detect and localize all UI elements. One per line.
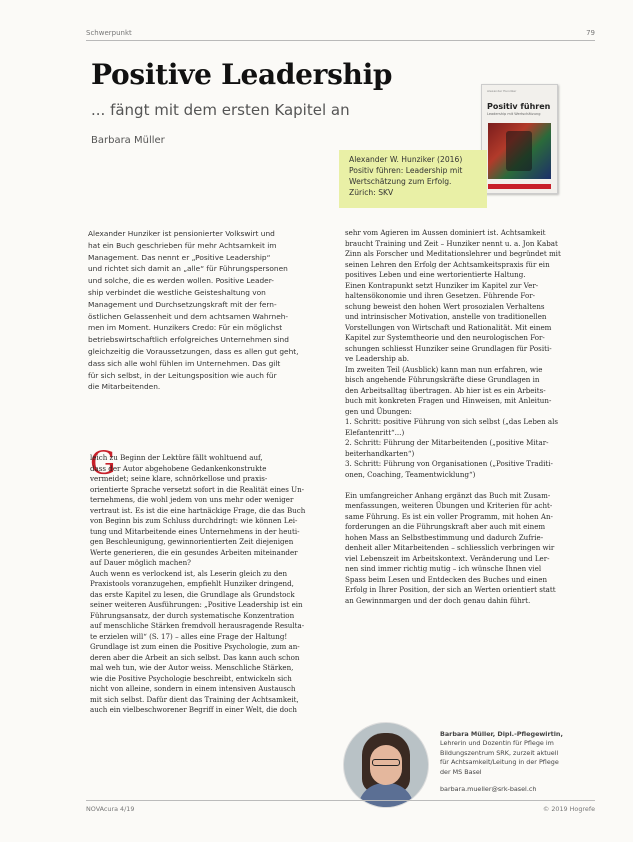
text-line: hat ein Buch geschrieben für mehr Achtsamkeit im xyxy=(88,240,277,250)
text-line: onen, Coaching, Teamentwicklung“) xyxy=(345,469,476,479)
text-line: seinen Lehren den Erfolg der Achtsamkeitspraxis für ein xyxy=(345,259,550,269)
article-author: Barbara Müller xyxy=(91,135,165,146)
text-line: auf Dauer möglich machen? xyxy=(90,558,191,567)
text-line: und solche, die es werden wollen. Positive Leader- xyxy=(88,276,274,286)
text-line: menfassungen, weiteren Übungen und Kriterien für acht- xyxy=(345,501,553,510)
caption-line: Wertschätzung zum Erfolg. xyxy=(349,177,452,186)
text-line: Vorstellungen von Wirtschaft und Rationalität. Mit einem xyxy=(345,322,552,332)
text-line: schungen schliesst Hunziker seine Grundlagen für Positi- xyxy=(345,343,552,353)
text-line: Führungsansatz, der durch systematische Konzentration xyxy=(90,610,295,620)
book-cover-band xyxy=(488,184,551,189)
text-line: Alexander Hunziker ist pensionierter Volkswirt und xyxy=(88,229,275,238)
text-line: Spass beim Lesen und Entdecken des Buches und einen xyxy=(345,574,548,584)
text-line: seiner weiteren Ausführungen: „Positive Leadership ist ein xyxy=(90,600,303,609)
text-line: bisch angehende Führungskräfte diese Grundlagen in xyxy=(345,375,540,384)
text-line: von Beginn bis zum Schluss durchdringt: wie können Lei- xyxy=(90,516,298,525)
text-line: 3. Schritt: Führung von Organisationen („Positive Traditi- xyxy=(345,459,553,468)
text-line: vermeidet; seine klare, schnörkellose und praxis- xyxy=(90,474,268,483)
book-cover-image xyxy=(481,84,558,194)
text-line: forderungen an die Führungskraft aber auch mit einem xyxy=(345,522,546,531)
text-line: Zinn als Forscher und Meditationslehrer und begründet mit xyxy=(345,249,561,258)
text-line: positives Leben und eine wertorientierte Haltung. xyxy=(345,270,526,279)
text-line: ship verbindet die westliche Geisteshaltung von xyxy=(88,287,266,297)
text-line: viel Lebenszeit im Arbeitskontext. Veränderung und Ler- xyxy=(345,553,550,563)
text-line: dass sich alle wohl fühlen im Unternehmen. Das gilt xyxy=(88,358,281,368)
text-line: sehr vom Agieren im Aussen dominiert ist. Achtsamkeit xyxy=(345,228,546,237)
text-line: buch mit konkreten Fragen und Hinweisen, mit Anleitun- xyxy=(345,396,552,405)
running-header xyxy=(86,26,595,41)
text-line: Grundlage ist zum einen die Positive Psychologie, zum an- xyxy=(90,642,300,651)
footer-journal: NOVAcura 4/19 xyxy=(86,805,135,813)
text-line: das erste Kapitel zu lesen, die Grundlage als Grundstock xyxy=(90,589,295,599)
text-line: same Führung. Es ist ein voller Programm, mit hohen An- xyxy=(345,511,553,521)
text-line: mal weh tun, wie der Autor weiss. Menschliche Stärken, xyxy=(90,663,294,672)
text-line: Bildungszentrum SRK, zurzeit aktuell xyxy=(440,748,559,757)
text-line: vertraut ist. Es ist die eine hartnäckige Frage, die das Buch xyxy=(90,505,306,515)
text-line: beiterhandkarten“) xyxy=(345,448,415,458)
text-line: ternehmens, die wohl jedem von uns mehr oder weniger xyxy=(90,495,294,504)
text-line: Praxistools voranzugehen, empfiehlt Hunziker dringend, xyxy=(90,579,294,588)
article-subtitle: ... fängt mit dem ersten Kapitel an xyxy=(91,101,350,119)
author-email[interactable]: barbara.mueller@srk-basel.ch xyxy=(440,785,537,794)
text-line: gleichzeitig die Voraussetzungen, dass es allen gut geht, xyxy=(88,346,299,356)
text-line: den Arbeitsalltag übertragen. Ab hier ist es ein Arbeits- xyxy=(345,385,546,395)
text-line: 1. Schritt: positive Führung von sich selbst („das Leben als xyxy=(345,417,559,426)
text-line: an Gewinnmargen und der doch genau dahin führt. xyxy=(345,595,531,605)
article-title: Positive Leadership xyxy=(91,58,393,91)
text-line: haltensökonomie und ihren Gesetzen. Führende For- xyxy=(345,291,536,300)
text-line: der MS Basel xyxy=(440,767,482,776)
footer-copyright: © 2019 Hogrefe xyxy=(542,805,595,813)
intro-paragraph xyxy=(88,228,333,393)
text-line: deren aber die Arbeit an sich selbst. Das kann auch schon xyxy=(90,652,300,662)
text-line: nen sind immer richtig mutig – ich wünsche Ihnen viel xyxy=(345,564,542,573)
text-line: und richtet sich damit an „alle“ für Führungspersonen xyxy=(88,264,288,274)
text-line: wie die Positive Psychologie beschreibt, entwickeln sich xyxy=(90,673,292,683)
text-line: hohen Mass an Selbstbestimmung und dadurch Zufrie- xyxy=(345,532,544,542)
text-line: te erzielen will“ (S. 17) – alles eine Frage der Haltung! xyxy=(90,631,288,641)
caption-line: Positiv führen: Leadership mit xyxy=(349,166,463,175)
text-line: gen und Übungen: xyxy=(345,406,412,416)
text-line: die Mitarbeitenden. xyxy=(88,382,161,392)
text-line: Werte generieren, die ein gesundes Arbeiten miteinander xyxy=(90,547,298,557)
author-photo xyxy=(343,722,429,808)
author-bio xyxy=(440,730,600,794)
text-line: Kapitel zur Systemtheorie und den neurologischen For- xyxy=(345,333,545,342)
text-line: Lehrerin und Dozentin für Pflege im xyxy=(440,739,554,748)
text-line: men im Moment. Hunzikers Credo: Für ein möglichst xyxy=(88,323,283,333)
text-line: Im zweiten Teil (Ausblick) kann man nun erfahren, wie xyxy=(345,364,543,374)
text-line: orientierte Sprache versetzt sofort in die Realität eines Un- xyxy=(90,484,305,494)
text-line: schung beweist den hohen Wert prosozialen Verhaltens xyxy=(345,301,545,311)
text-line: Barbara Müller, Dipl.-Pflegewirtin, xyxy=(440,730,563,738)
drop-cap: G xyxy=(90,444,116,482)
text-line: tung und Mitarbeitende eines Unternehmens in der heuti- xyxy=(90,526,300,536)
text-line: denheit aller Mitarbeitenden – schliesslich verbringen wir xyxy=(345,543,555,552)
text-line: Management und Durchsetzungskraft mit der fern- xyxy=(88,299,277,309)
text-line: auch ein vielbeschworener Begriff in einer Welt, die doch xyxy=(90,705,297,714)
text-line: und intrinsischer Motivation, anstelle von traditionellen xyxy=(345,312,547,321)
text-line: gen Beschleunigung, gewinnorientierten Zeit diejenigen xyxy=(90,537,294,546)
text-line: Ein umfangreicher Anhang ergänzt das Buch mit Zusam- xyxy=(345,490,551,500)
header-section: Schwerpunkt xyxy=(86,29,132,37)
text-line: Elefantenritt“...) xyxy=(345,427,405,437)
text-line: Auch wenn es verlockend ist, als Leserin gleich zu den xyxy=(90,568,288,578)
text-line: Management. Das nennt er „Positive Leadership“ xyxy=(88,252,271,262)
page-footer xyxy=(86,800,595,813)
text-line: dass der Autor abgehobene Gedankenkonstrukte xyxy=(90,463,267,473)
text-line: Einen Kontrapunkt setzt Hunziker im Kapitel zur Ver- xyxy=(345,280,539,290)
caption-line: Zürich: SKV xyxy=(349,188,394,197)
book-cover-subtitle: Leadership mit Wertschätzung xyxy=(487,112,541,116)
text-line: mit sich selbst. Dafür dient das Training der Achtsamkeit, xyxy=(90,694,299,704)
text-line: für sich selbst, in der Leitungsposition wie auch für xyxy=(88,370,277,380)
book-cover-author: Alexander Hunziker xyxy=(487,89,517,93)
text-line: braucht Training und Zeit – Hunziker nennt u. a. Jon Kabat xyxy=(345,238,558,248)
header-page-number: 79 xyxy=(586,29,595,37)
text-line: auf menschliche Stärken fremdvoll herausragende Resulta- xyxy=(90,621,305,630)
book-cover-title: Positiv führen xyxy=(487,102,551,111)
book-cover-artwork xyxy=(488,123,551,179)
text-line: 2. Schritt: Führung der Mitarbeitenden („positive Mitar- xyxy=(345,438,549,447)
right-column-text xyxy=(345,228,590,606)
book-reference-caption xyxy=(339,150,487,208)
text-line: nicht von alleine, sondern in einem intensiven Austausch xyxy=(90,684,296,693)
text-line: leich zu Beginn der Lektüre fällt wohltuend auf, xyxy=(90,453,263,462)
text-line xyxy=(345,480,590,491)
left-column-text xyxy=(90,453,335,716)
text-line: für Achtsamkeit/Leitung in der Pflege xyxy=(440,758,559,767)
text-line: ve Leadership ab. xyxy=(345,354,410,363)
text-line: betriebswirtschaftlich erfolgreiches Unternehmen sind xyxy=(88,335,289,345)
text-line: östlichen Gelassenheit und dem achtsamen Wahrneh- xyxy=(88,311,289,321)
caption-line: Alexander W. Hunziker (2016) xyxy=(349,155,463,164)
text-line: Erfolg in Ihrer Position, der sich an Werten orientiert statt xyxy=(345,585,556,594)
